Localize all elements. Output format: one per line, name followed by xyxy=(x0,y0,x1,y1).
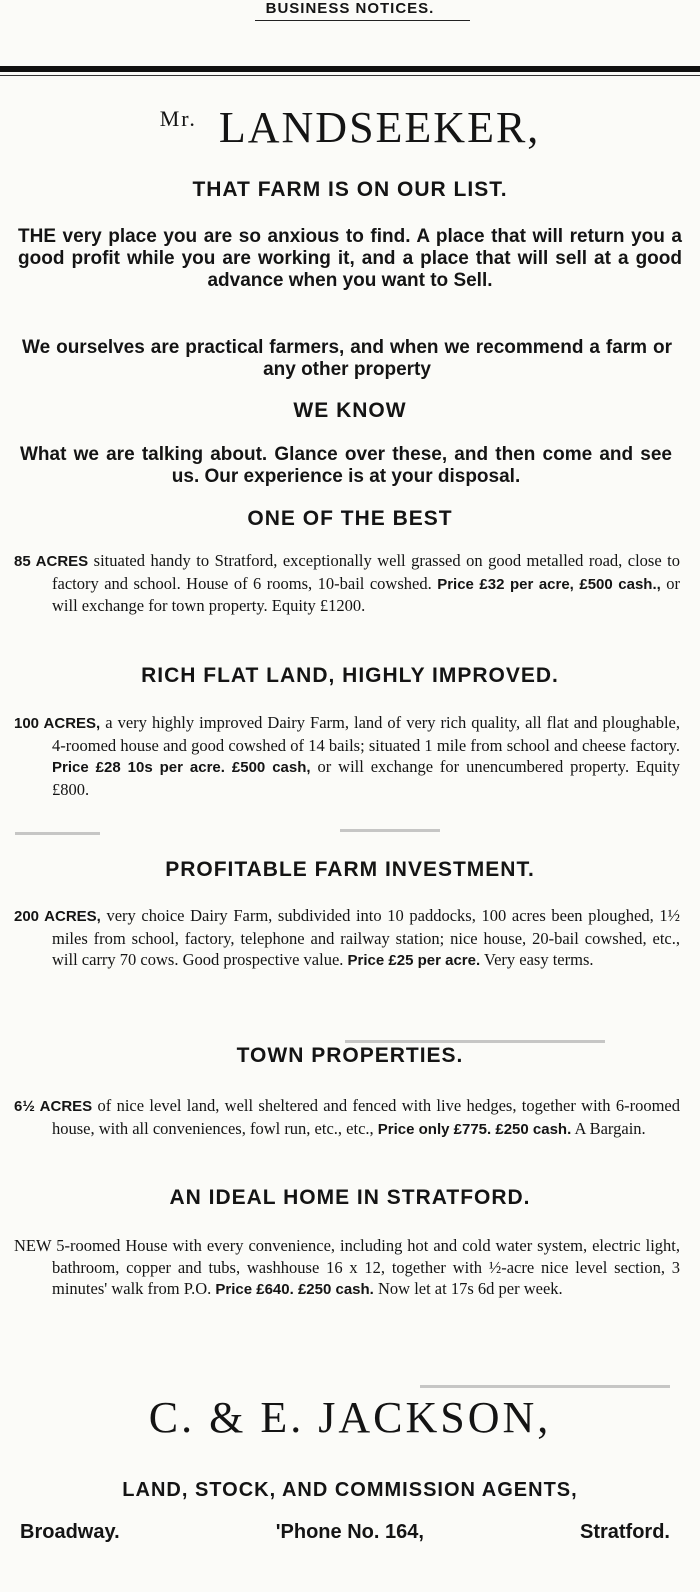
listing-item xyxy=(14,1095,680,1140)
listing-text: situated handy to Stratford, exceptionally well grassed on good metalled road, close to factory and school. House of 6 rooms, 10-bail cowshed. xyxy=(52,551,680,593)
listing-text: 5-roomed House with every convenience, including hot and cold water system, electric light, bathroom, copper and tubs, washhouse 16 x 12, together with ½-acre nice level section, 3 minutes' walk from P.O. xyxy=(51,1236,680,1298)
listing-text: of nice level land, well sheltered and fenced with live hedges, together with 6-roomed house, with all conveniences, fowl run, etc., etc., xyxy=(52,1096,680,1138)
print-smudge xyxy=(420,1385,670,1388)
listing-text-end: or will exchange for town property. Equity £1200. xyxy=(52,573,681,615)
listing-acres: 200 ACRES, xyxy=(14,908,101,925)
talking-paragraph: What we are talking about. Glance over these, and then come and see us. Our experience is at your disposal. xyxy=(20,444,672,487)
footer-street: Broadway. xyxy=(20,1521,120,1543)
practical-paragraph: We ourselves are practical farmers, and when we recommend a farm or any other property xyxy=(22,337,672,380)
top-rule-thin xyxy=(0,75,700,76)
agent-name: C. & E. JACKSON, xyxy=(148,1393,552,1442)
listing-text-end: Now let at 17s 6d per week. xyxy=(373,1279,563,1298)
listing-heading: TOWN PROPERTIES. xyxy=(236,1044,464,1067)
print-smudge xyxy=(15,832,100,835)
header-underline xyxy=(255,20,470,21)
footer-phone: 'Phone No. 164, xyxy=(275,1521,424,1543)
listing-heading: RICH FLAT LAND, HIGHLY IMPROVED. xyxy=(141,664,559,687)
listing-text-end: A Bargain. xyxy=(571,1118,646,1138)
listing-price: Price £28 10s per acre. £500 cash, xyxy=(52,759,311,776)
listing-heading: AN IDEAL HOME IN STRATFORD. xyxy=(169,1186,531,1209)
footer-town: Stratford. xyxy=(579,1521,670,1543)
title-main: LANDSEEKER, xyxy=(218,103,541,152)
agent-description: LAND, STOCK, AND COMMISSION AGENTS, xyxy=(122,1479,578,1501)
listing-text: very choice Dairy Farm, subdivided into 10 paddocks, 100 acres been ploughed, 1½ miles from school, factory, telephone and railway station; nice house, 20-bail cowshed, etc., will carry 70 cows. Good prospective value. xyxy=(52,906,680,969)
listing-acres: 85 ACRES xyxy=(14,553,89,570)
listing-item xyxy=(14,1235,680,1301)
ad-title xyxy=(0,102,700,153)
listing-price: Price only £775. £250 cash. xyxy=(377,1120,572,1138)
print-smudge xyxy=(345,1040,605,1043)
listing-price: Price £25 per acre. xyxy=(347,952,481,969)
listing-price: Price £640. £250 cash. xyxy=(215,1281,374,1298)
footer-address xyxy=(20,1521,670,1544)
title-prefix: Mr. xyxy=(159,106,197,132)
listing-text: a very highly improved Dairy Farm, land of very rich quality, all flat and ploughable, 4-roomed house and good cowshed of 14 bails; situated 1 mile from school and cheese factory. xyxy=(52,713,680,755)
intro-paragraph: THE very place you are so anxious to find. A place that will return you a good profit while you are working it, and a place that will sell at a good advance when you want to Sell. xyxy=(18,226,682,291)
listing-item xyxy=(14,550,680,617)
listing-acres: 6½ ACRES xyxy=(14,1098,93,1115)
listing-acres: NEW xyxy=(14,1236,52,1255)
listing-item xyxy=(14,712,680,800)
top-rule xyxy=(0,66,700,72)
section-header: BUSINESS NOTICES. xyxy=(265,0,435,17)
listing-text-end: or will exchange for unencumbered property. Equity £800. xyxy=(52,757,680,799)
print-smudge xyxy=(340,829,440,832)
listing-item xyxy=(14,905,680,972)
we-know-heading: WE KNOW xyxy=(293,399,407,422)
listing-price: Price £32 per acre, £500 cash., xyxy=(437,575,661,593)
listing-acres: 100 ACRES, xyxy=(14,715,101,732)
listing-heading: PROFITABLE FARM INVESTMENT. xyxy=(165,858,535,881)
listing-text-end: Very easy terms. xyxy=(480,950,594,969)
listing-heading: ONE OF THE BEST xyxy=(247,507,453,530)
tagline: THAT FARM IS ON OUR LIST. xyxy=(192,178,508,201)
